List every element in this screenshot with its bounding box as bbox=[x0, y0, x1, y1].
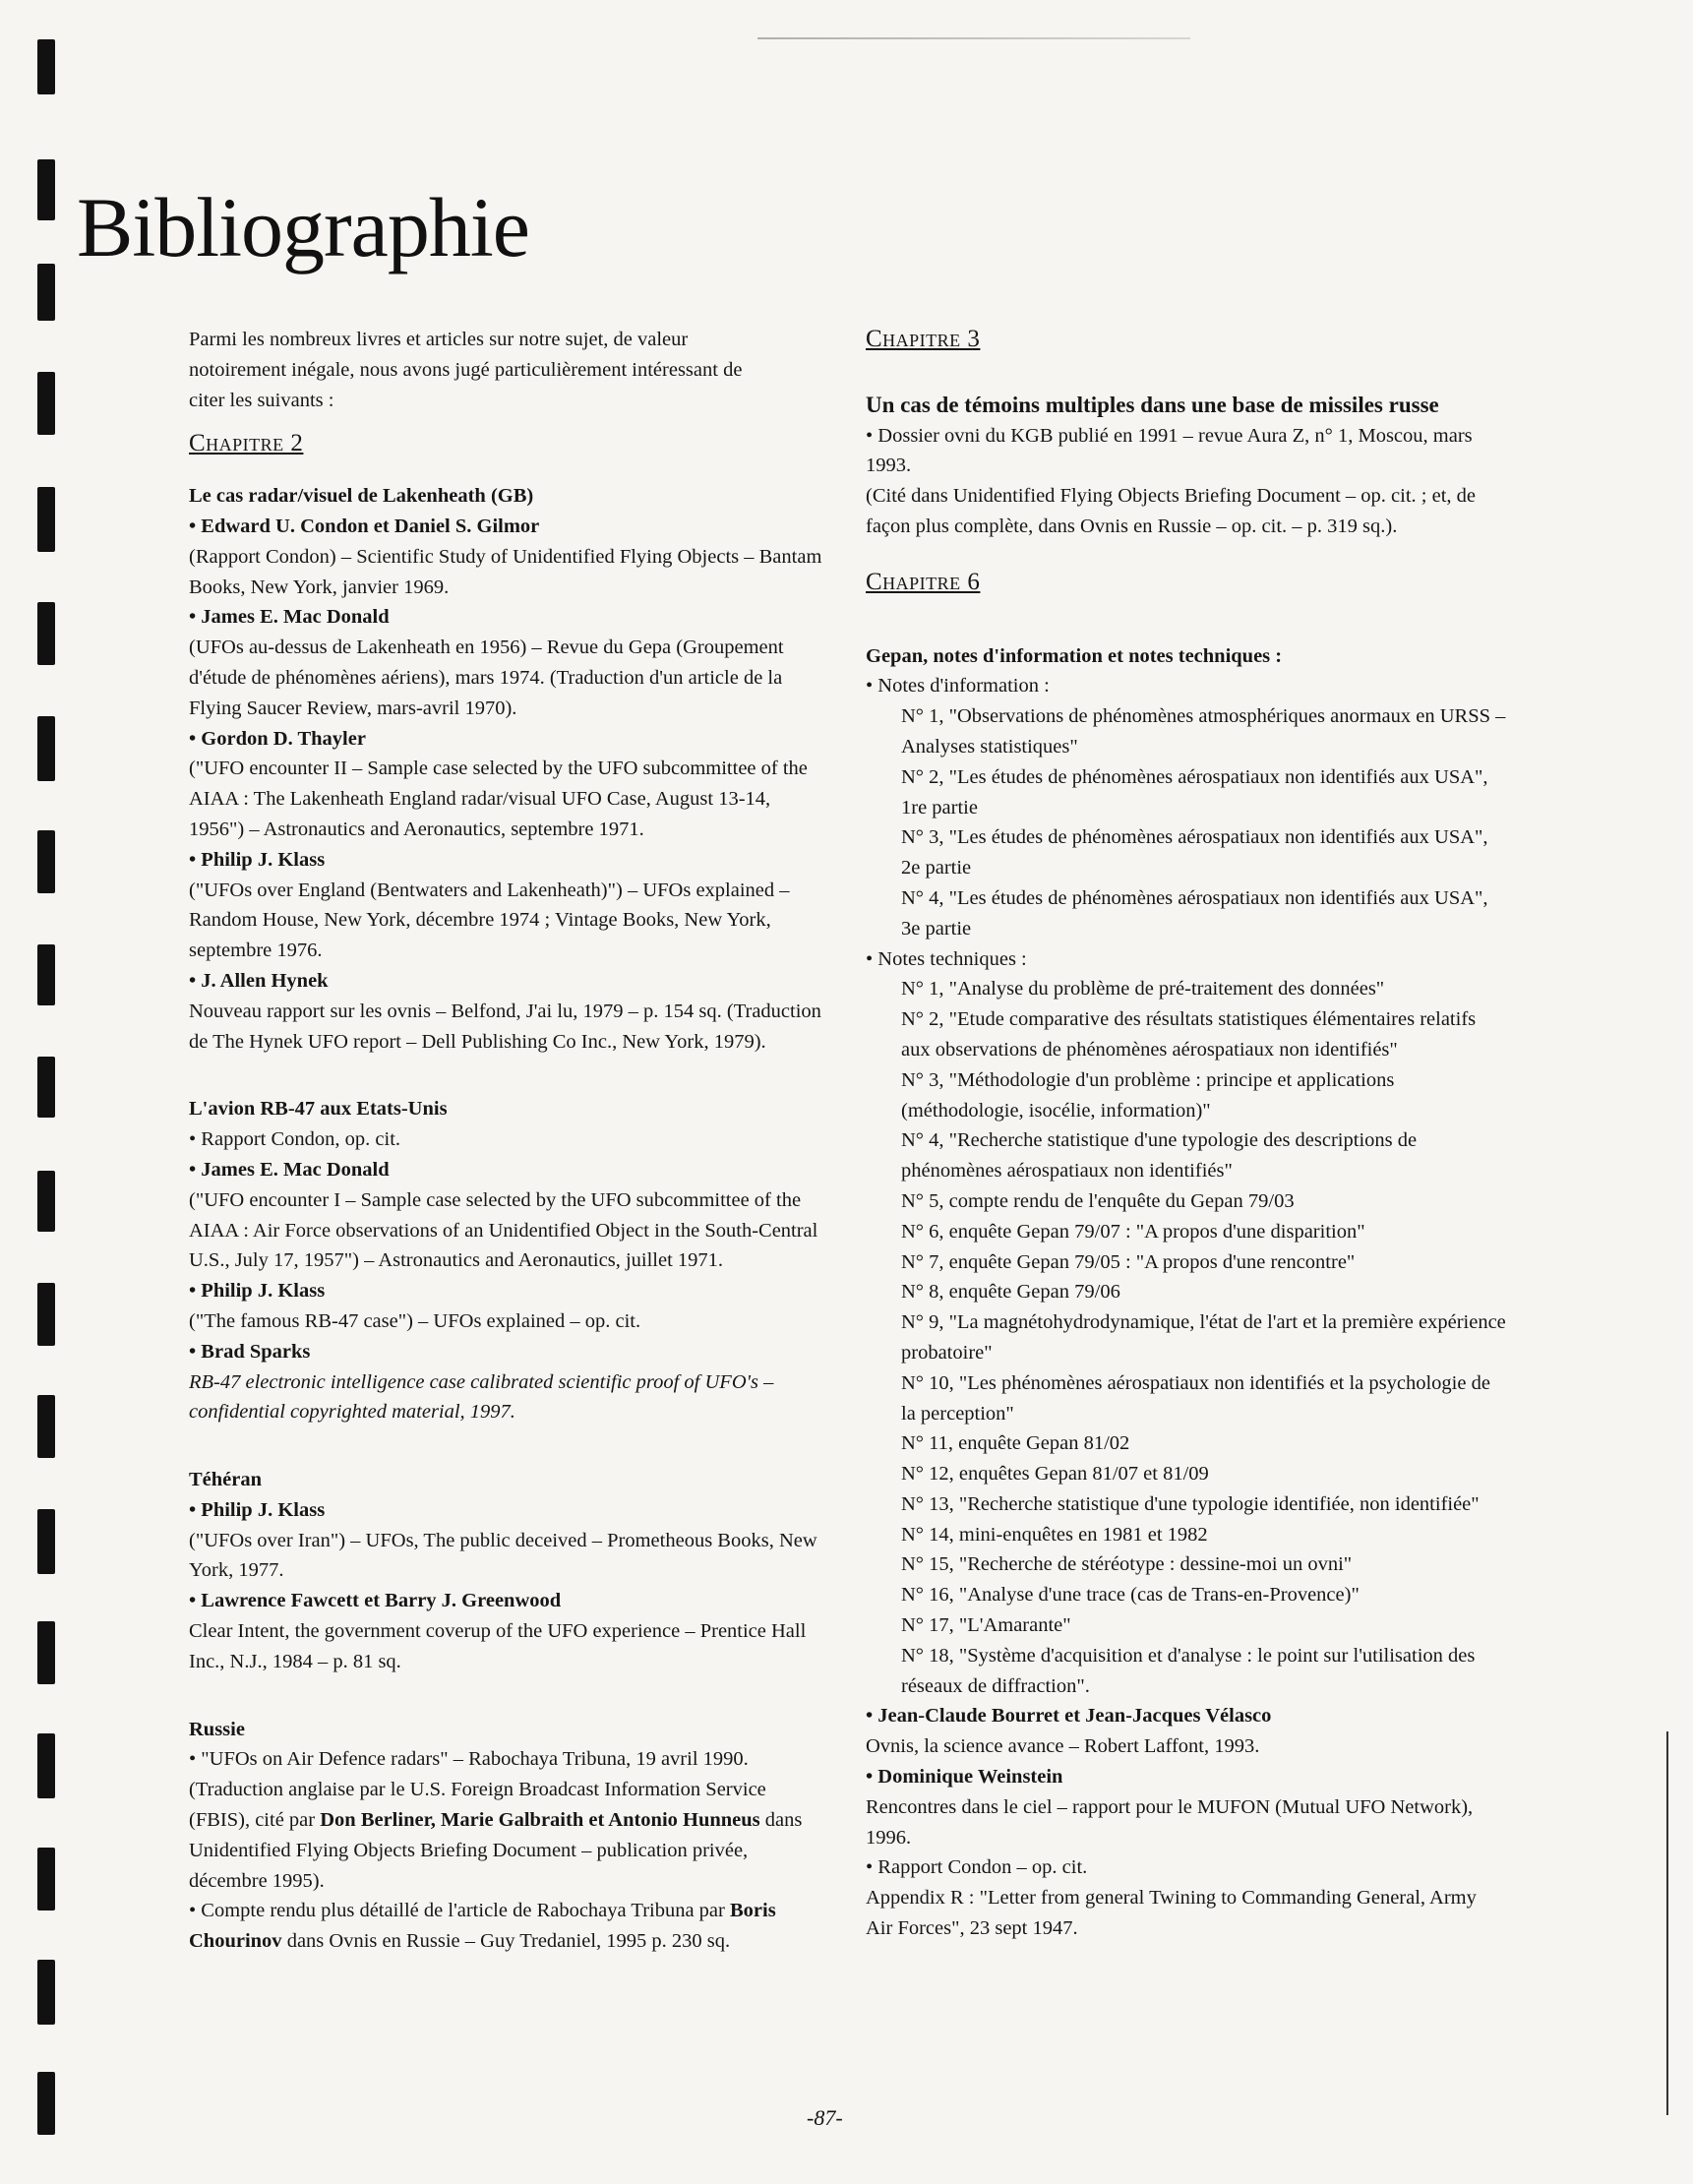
binding-hole bbox=[37, 1283, 55, 1346]
list-item: N° 18, "Système d'acquisition et d'analyse : le point sur l'utilisation des réseaux de diffraction". bbox=[901, 1644, 1476, 1697]
author-condon: • Edward U. Condon et Daniel S. Gilmor bbox=[189, 515, 540, 537]
list-item: N° 11, enquête Gepan 81/02 bbox=[901, 1432, 1130, 1455]
ref-klass: ("UFOs over England (Bentwaters and Lakenheath)") – UFOs explained – Random House, New York, décembre 1974 ; Vintage Books, New York, septembre 1976. bbox=[189, 879, 790, 962]
info-notes-list bbox=[866, 701, 1507, 943]
author-weinstein: • Dominique Weinstein bbox=[866, 1766, 1063, 1789]
binding-hole bbox=[37, 716, 55, 781]
ch6-heading: Gepan, notes d'information et notes techniques : bbox=[866, 644, 1283, 667]
scan-line bbox=[757, 37, 1190, 39]
ref-rb47-condon: • Rapport Condon, op. cit. bbox=[189, 1128, 401, 1151]
author-sparks: • Brad Sparks bbox=[189, 1340, 311, 1363]
list-item: N° 2, "Etude comparative des résultats statistiques élémentaires relatifs aux observations de phénomènes aérospatiaux non identifiés" bbox=[901, 1008, 1477, 1061]
binding-hole bbox=[37, 1621, 55, 1684]
ref-condon-right: • Rapport Condon – op. cit. bbox=[866, 1856, 1088, 1879]
list-item: N° 4, "Recherche statistique d'une typologie des descriptions de phénomènes aérospatiaux non identifiés" bbox=[901, 1129, 1418, 1183]
author-hynek: • J. Allen Hynek bbox=[189, 969, 329, 992]
list-item: N° 1, "Observations de phénomènes atmosphériques anormaux en URSS – Analyses statistiques" bbox=[901, 705, 1506, 758]
rb47-heading: L'avion RB-47 aux Etats-Unis bbox=[189, 1098, 448, 1121]
author-klass: • Philip J. Klass bbox=[189, 848, 326, 871]
ref-russie-1: • "UFOs on Air Defence radars" – Rabochaya Tribuna, 19 avril 1990. (Traduction anglaise par le U.S. Foreign Broadcast Information Service (FBIS), cité par Don Berliner, Marie Galbraith et Antonio Hunneus dans Unidentified Flying Objects Briefing Document – publication privée, décembre 1995). bbox=[189, 1748, 803, 1892]
page-title: Bibliographie bbox=[77, 180, 529, 274]
list-item: N° 5, compte rendu de l'enquête du Gepan 79/03 bbox=[901, 1189, 1295, 1212]
binding-hole bbox=[37, 372, 55, 435]
chapter-6-heading: Chapitre 6 bbox=[866, 568, 981, 595]
ref-fawcett: Clear Intent, the government coverup of the UFO experience – Prentice Hall Inc., N.J., 1984 – p. 81 sq. bbox=[189, 1620, 807, 1672]
ref-hynek: Nouveau rapport sur les ovnis – Belfond, J'ai lu, 1979 – p. 154 sq. (Traduction de The Hynek UFO report – Dell Publishing Co Inc., New York, 1979). bbox=[189, 1000, 821, 1053]
author-rb47-klass: • Philip J. Klass bbox=[189, 1280, 326, 1303]
list-item: N° 1, "Analyse du problème de pré-traitement des données" bbox=[901, 978, 1385, 1001]
ref-rb47-klass: ("The famous RB-47 case") – UFOs explained – op. cit. bbox=[189, 1309, 641, 1332]
chapter-3-heading: Chapitre 3 bbox=[866, 326, 981, 352]
binding-holes bbox=[37, 39, 59, 2184]
binding-hole bbox=[37, 159, 55, 220]
scan-edge-mark bbox=[1666, 1731, 1668, 2115]
list-item: N° 9, "La magnétohydrodynamique, l'état de l'art et la première expérience probatoire" bbox=[901, 1311, 1506, 1364]
list-item: N° 10, "Les phénomènes aérospatiaux non identifiés et la psychologie de la perception" bbox=[901, 1371, 1490, 1425]
author-rb47-macdonald: • James E. Mac Donald bbox=[189, 1158, 390, 1181]
binding-hole bbox=[37, 1057, 55, 1118]
list-item: N° 2, "Les études de phénomènes aérospatiaux non identifiés aux USA", 1re partie bbox=[901, 765, 1488, 819]
binding-hole bbox=[37, 1171, 55, 1232]
left-column bbox=[189, 325, 830, 1957]
binding-hole bbox=[37, 1848, 55, 1911]
info-notes-label: • Notes d'information : bbox=[866, 675, 1050, 698]
russie-heading: Russie bbox=[189, 1718, 245, 1740]
author-fawcett: • Lawrence Fawcett et Barry J. Greenwood bbox=[189, 1590, 562, 1612]
ref-weinstein: Rencontres dans le ciel – rapport pour le MUFON (Mutual UFO Network), 1996. bbox=[866, 1795, 1474, 1849]
lakenheath-heading: Le cas radar/visuel de Lakenheath (GB) bbox=[189, 485, 534, 508]
binding-hole bbox=[37, 2072, 55, 2135]
list-item: N° 7, enquête Gepan 79/05 : "A propos d'une rencontre" bbox=[901, 1250, 1356, 1273]
binding-hole bbox=[37, 944, 55, 1005]
author-macdonald: • James E. Mac Donald bbox=[189, 606, 390, 629]
ref-condon: (Rapport Condon) – Scientific Study of Unidentified Flying Objects – Bantam Books, New York, janvier 1969. bbox=[189, 545, 822, 598]
page-number: -87- bbox=[807, 2105, 843, 2130]
binding-hole bbox=[37, 1395, 55, 1458]
ref-appendix: Appendix R : "Letter from general Twining to Commanding General, Army Air Forces", 23 sept 1947. bbox=[866, 1887, 1477, 1940]
binding-hole bbox=[37, 39, 55, 94]
tech-notes-list bbox=[866, 974, 1507, 1701]
ref-sparks: RB-47 electronic intelligence case calibrated scientific proof of UFO's – confidential copyrighted material, 1997. bbox=[189, 1370, 774, 1424]
list-item: N° 4, "Les études de phénomènes aérospatiaux non identifiés aux USA", 3e partie bbox=[901, 886, 1488, 940]
list-item: N° 13, "Recherche statistique d'une typologie identifiée, non identifiée" bbox=[901, 1492, 1480, 1515]
ch3-note: (Cité dans Unidentified Flying Objects Briefing Document – op. cit. ; et, de façon plus complète, dans Ovnis en Russie – op. cit. – p. 319 sq.). bbox=[866, 485, 1477, 537]
intro-paragraph: Parmi les nombreux livres et articles sur notre sujet, de valeur notoirement inégale, nous avons jugé particulièrement intéressant de citer les suivants : bbox=[189, 329, 743, 411]
list-item: N° 3, "Méthodologie d'un problème : principe et applications (méthodologie, isocélie, information)" bbox=[901, 1068, 1395, 1122]
right-column bbox=[866, 325, 1507, 1944]
ch3-item: • Dossier ovni du KGB publié en 1991 – revue Aura Z, n° 1, Moscou, mars 1993. bbox=[866, 424, 1473, 477]
ref-bourret: Ovnis, la science avance – Robert Laffont, 1993. bbox=[866, 1735, 1260, 1758]
binding-hole bbox=[37, 487, 55, 552]
list-item: N° 15, "Recherche de stéréotype : dessine-moi un ovni" bbox=[901, 1553, 1353, 1576]
list-item: N° 3, "Les études de phénomènes aérospatiaux non identifiés aux USA", 2e partie bbox=[901, 826, 1488, 880]
list-item: N° 17, "L'Amarante" bbox=[901, 1614, 1071, 1637]
chapter-2-heading: Chapitre 2 bbox=[189, 430, 304, 457]
binding-hole bbox=[37, 830, 55, 893]
ref-rb47-macdonald: ("UFO encounter I – Sample case selected by the UFO subcommittee of the AIAA : Air Force observations of an Unidentified Object in the South-Central U.S., July 17, 1957") – Astronautics and Aeronautics, juillet 1971. bbox=[189, 1188, 818, 1272]
binding-hole bbox=[37, 1509, 55, 1574]
list-item: N° 12, enquêtes Gepan 81/07 et 81/09 bbox=[901, 1463, 1209, 1486]
teheran-heading: Téhéran bbox=[189, 1469, 263, 1491]
author-bourret: • Jean-Claude Bourret et Jean-Jacques Vélasco bbox=[866, 1705, 1272, 1728]
list-item: N° 8, enquête Gepan 79/06 bbox=[901, 1281, 1120, 1304]
binding-hole bbox=[37, 1733, 55, 1798]
binding-hole bbox=[37, 264, 55, 321]
list-item: N° 16, "Analyse d'une trace (cas de Trans-en-Provence)" bbox=[901, 1584, 1360, 1607]
ref-teheran-klass: ("UFOs over Iran") – UFOs, The public deceived – Prometheous Books, New York, 1977. bbox=[189, 1529, 817, 1582]
list-item: N° 6, enquête Gepan 79/07 : "A propos d'une disparition" bbox=[901, 1220, 1365, 1243]
tech-notes-label: • Notes techniques : bbox=[866, 947, 1027, 970]
ch3-heading: Un cas de témoins multiples dans une base de missiles russe bbox=[866, 392, 1439, 417]
author-teheran-klass: • Philip J. Klass bbox=[189, 1498, 326, 1521]
ref-thayler: ("UFO encounter II – Sample case selected by the UFO subcommittee of the AIAA : The Lakenheath England radar/visual UFO Case, August 13-14, 1956") – Astronautics and Aeronautics, septembre 1971. bbox=[189, 758, 808, 840]
list-item: N° 14, mini-enquêtes en 1981 et 1982 bbox=[901, 1523, 1208, 1546]
binding-hole bbox=[37, 602, 55, 665]
author-thayler: • Gordon D. Thayler bbox=[189, 727, 366, 750]
binding-hole bbox=[37, 1960, 55, 2025]
ref-macdonald: (UFOs au-dessus de Lakenheath en 1956) – Revue du Gepa (Groupement d'étude de phénomènes aériens), mars 1974. (Traduction d'un article de la Flying Saucer Review, mars-avril 1970). bbox=[189, 637, 784, 719]
ref-russie-2: • Compte rendu plus détaillé de l'article de Rabochaya Tribuna par Boris Chourinov dans Ovnis en Russie – Guy Tredaniel, 1995 p. 230 sq. bbox=[189, 1900, 776, 1953]
